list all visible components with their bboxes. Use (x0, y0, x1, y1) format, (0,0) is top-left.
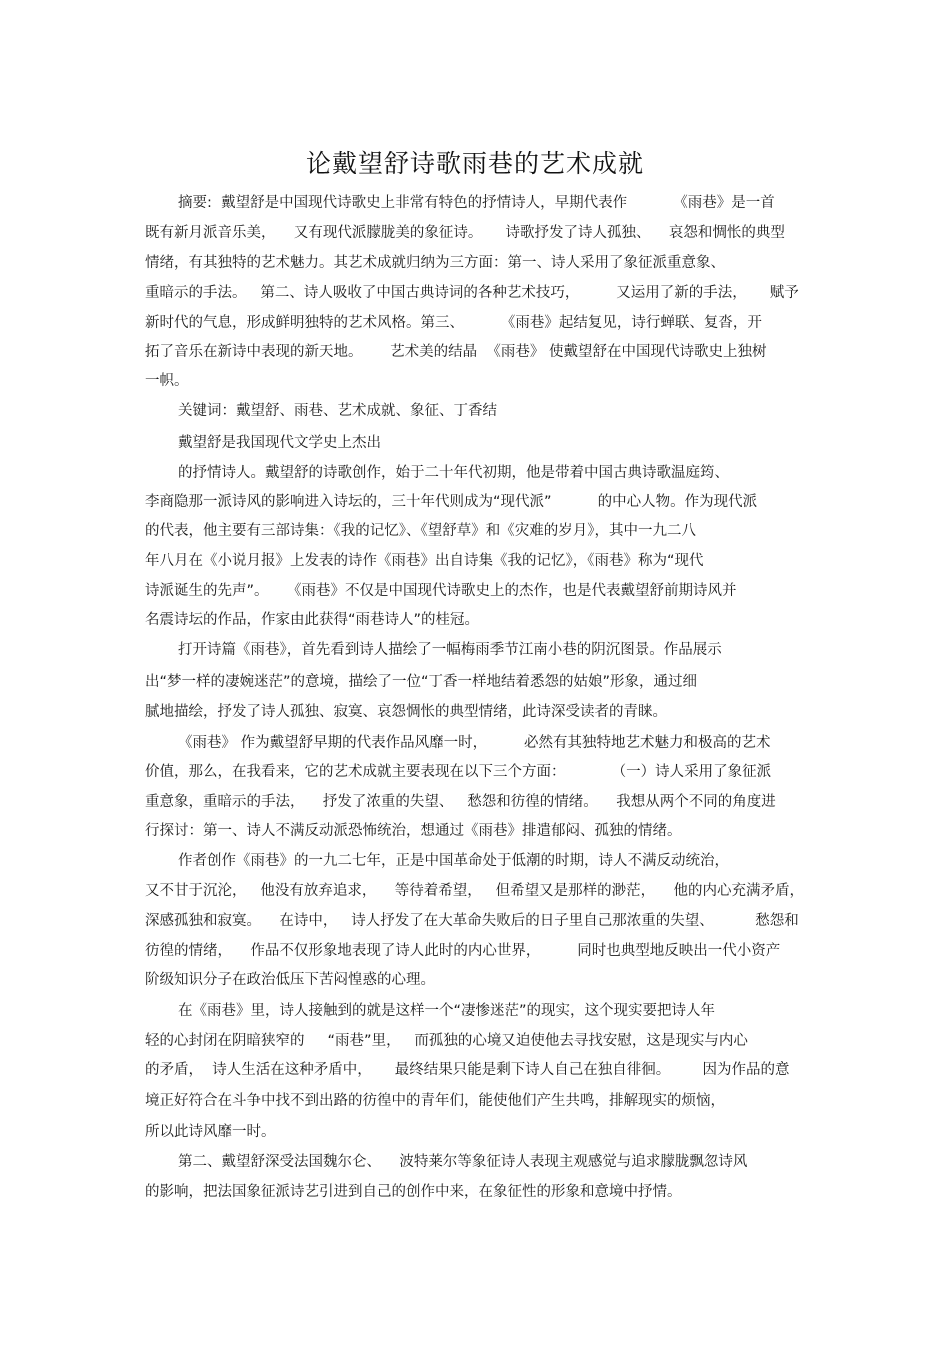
body-line: 戴望舒是我国现代文学史上杰出 (178, 435, 381, 451)
body-line: 阶级知识分子在政治低压下苦闷惶惑的心理。 (145, 972, 435, 988)
body-line: 重意象，重暗示的手法， 抒发了浓重的失望、 愁怨和彷徨的情绪。 我想从两个不同的角度进 (145, 794, 776, 810)
abstract-line: 既有新月派音乐美， 又有现代派朦胧美的象征诗。 诗歌抒发了诗人孤独、 哀怨和惆怅的典型 (145, 225, 785, 241)
abstract-line: 拓了音乐在新诗中表现的新天地。 艺术美的结晶 《雨巷》 使戴望舒在中国现代诗歌史上独树 (145, 344, 767, 360)
body-line: 《雨巷》 作为戴望舒早期的代表作品风靡一时， 必然有其独特地艺术魅力和极高的艺术 (178, 735, 771, 751)
body-line: 腻地描绘，抒发了诗人孤独、寂寞、哀怨惆怅的典型情绪，此诗深受读者的青睐。 (145, 704, 667, 720)
body-line: 名震诗坛的作品，作家由此获得“雨巷诗人”的桂冠。 (145, 612, 480, 628)
body-line: 深感孤独和寂寞。 在诗中， 诗人抒发了在大革命失败后的日子里自己那浓重的失望、 愁怨和 (145, 913, 799, 929)
body-line: 的代表，他主要有三部诗集：《我的记忆》、《望舒草》和《灾难的岁月》，其中一九二八 (145, 523, 696, 539)
body-line: 彷徨的情绪， 作品不仅形象地表现了诗人此时的内心世界， 同时也典型地反映出一代小资产 (145, 943, 781, 959)
body-line: 境正好符合在斗争中找不到出路的彷徨中的青年们，能使他们产生共鸣，排解现实的烦恼， (145, 1093, 725, 1109)
body-line: 轻的心封闭在阴暗狭窄的 “雨巷”里， 而孤独的心境又迫使他去寻找安慰，这是现实与内心 (145, 1033, 748, 1049)
abstract-line: 情绪，有其独特的艺术魅力。其艺术成就归纳为三方面：第一、诗人采用了象征派重意象、 (145, 255, 725, 271)
body-line: 诗派诞生的先声”。 《雨巷》不仅是中国现代诗歌史上的杰作，也是代表戴望舒前期诗风并 (145, 583, 737, 599)
body-line: 又不甘于沉沦， 他没有放弃追求， 等待着希望， 但希望又是那样的渺茫， 他的内心充满矛盾， (145, 883, 805, 899)
abstract-line: 一帜。 (145, 373, 189, 389)
abstract-line: 摘要: 戴望舒是中国现代诗歌史上非常有特色的抒情诗人，早期代表作 《雨巷》是一首 (178, 195, 775, 211)
body-line: 作者创作《雨巷》的一九二七年，正是中国革命处于低潮的时期，诗人不满反动统治， (178, 853, 729, 869)
page-title: 论戴望舒诗歌雨巷的艺术成就 (305, 149, 644, 178)
body-line: 行探讨：第一、诗人不满反动派恐怖统治，想通过《雨巷》排遣郁闷、孤独的情绪。 (145, 823, 682, 839)
body-line: 的矛盾， 诗人生活在这种矛盾中， 最终结果只能是剩下诗人自己在独自徘徊。 因为作品的意 (145, 1062, 790, 1078)
body-line: 第二、戴望舒深受法国魏尔仑、 波特莱尔等象征诗人表现主观感觉与追求朦胧飘忽诗风 (178, 1154, 748, 1170)
keywords-line: 关键词：戴望舒、雨巷、艺术成就、象征、丁香结 (178, 403, 497, 419)
body-line: 的影响，把法国象征派诗艺引进到自己的创作中来，在象征性的形象和意境中抒情。 (145, 1184, 682, 1200)
abstract-line: 新时代的气息，形成鲜明独特的艺术风格。第三、 《雨巷》起结复见，诗行蝉联、复沓，开 (145, 315, 762, 331)
body-line: 的抒情诗人。戴望舒的诗歌创作，始于二十年代初期，他是带着中国古典诗歌温庭筠、 (178, 465, 729, 481)
abstract-line: 重暗示的手法。 第二、诗人吸收了中国古典诗词的各种艺术技巧， 又运用了新的手法， 赋予 (145, 285, 799, 301)
body-line: 所以此诗风靡一时。 (145, 1124, 276, 1140)
body-line: 在《雨巷》里，诗人接触到的就是这样一个“凄惨迷茫”的现实，这个现实要把诗人年 (178, 1003, 716, 1019)
body-line: 年八月在《小说月报》上发表的诗作《雨巷》出自诗集《我的记忆》，《雨巷》称为“现代 (145, 553, 704, 569)
body-line: 价值，那么，在我看来，它的艺术成就主要表现在以下三个方面： （一）诗人采用了象征派 (145, 764, 772, 780)
body-line: 出“梦一样的凄婉迷茫”的意境，描绘了一位“丁香一样地结着悉怨的姑娘”形象，通过细 (145, 674, 698, 690)
body-line: 打开诗篇《雨巷》，首先看到诗人描绘了一幅梅雨季节江南小巷的阴沉图景。作品展示 (178, 642, 722, 658)
body-line: 李商隐那一派诗风的影响进入诗坛的，三十年代则成为“现代派” 的中心人物。作为现代派 (145, 494, 758, 510)
